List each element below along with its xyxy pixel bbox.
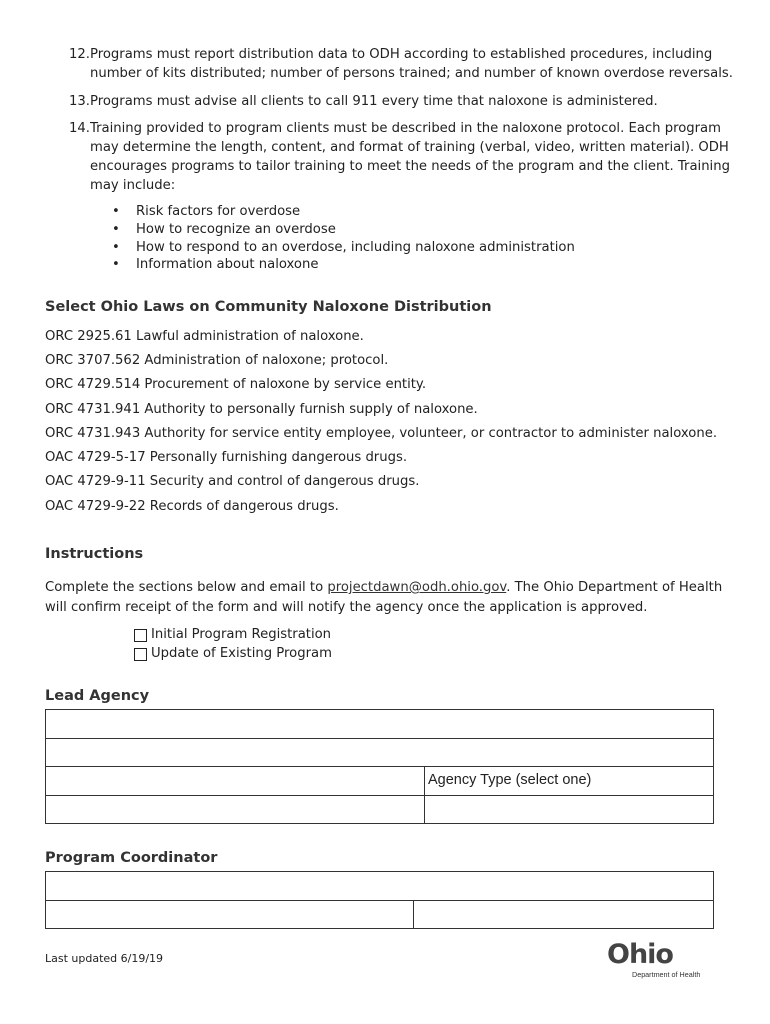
requirement-14 — [66, 119, 736, 195]
agency-address-field[interactable] — [46, 739, 713, 766]
checkbox-label: Update of Existing Program — [151, 646, 332, 661]
update-program-checkbox[interactable] — [134, 648, 147, 661]
training-topics-list — [112, 203, 575, 274]
law-item: ORC 4731.941 Authority to personally furnish supply of naloxone. — [45, 402, 478, 417]
table-row — [46, 872, 713, 901]
requirement-number: 12. — [69, 47, 90, 62]
agency-field[interactable] — [46, 796, 425, 823]
list-item: • Information about naloxone — [112, 256, 575, 274]
program-coordinator-table — [45, 871, 714, 929]
laws-heading: Select Ohio Laws on Community Naloxone Distribution — [45, 299, 492, 315]
update-program-option[interactable] — [134, 645, 332, 663]
table-row — [46, 901, 713, 928]
program-coordinator-heading: Program Coordinator — [45, 850, 218, 866]
initial-registration-checkbox[interactable] — [134, 629, 147, 642]
lead-agency-table — [45, 709, 714, 824]
law-item: OAC 4729-9-11 Security and control of dangerous drugs. — [45, 474, 420, 489]
list-item: • How to respond to an overdose, including naloxone administration — [112, 239, 575, 257]
requirement-text: Programs must report distribution data to ODH according to established procedures, including number of kits distributed; number of persons trained; and number of known overdose reversals. — [90, 47, 733, 81]
requirement-number: 13. — [69, 94, 90, 109]
agency-field[interactable] — [46, 767, 425, 795]
lead-agency-heading: Lead Agency — [45, 688, 150, 704]
table-row — [46, 739, 713, 767]
table-row — [46, 767, 713, 796]
table-row — [46, 710, 713, 739]
requirement-13 — [66, 92, 736, 111]
logo-subtitle: Department of Health — [632, 970, 701, 979]
law-item: ORC 4731.943 Authority for service entity employee, volunteer, or contractor to administer naloxone. — [45, 426, 718, 441]
law-item: ORC 3707.562 Administration of naloxone; protocol. — [45, 353, 389, 368]
agency-type-label: Agency Type (select one) — [428, 772, 592, 788]
law-item: OAC 4729-9-22 Records of dangerous drugs. — [45, 499, 339, 514]
ohio-department-of-health-logo — [607, 940, 707, 982]
coordinator-name-field[interactable] — [46, 872, 713, 900]
initial-registration-option[interactable] — [134, 626, 331, 644]
logo-wordmark: Ohio — [607, 939, 673, 970]
instructions-heading: Instructions — [45, 546, 144, 562]
requirement-12 — [66, 45, 736, 83]
list-item: • How to recognize an overdose — [112, 221, 575, 239]
agency-name-field[interactable] — [46, 710, 713, 738]
table-row — [46, 796, 713, 823]
instructions-text-after: . The Ohio Department of Health will confirm receipt of the form and will notify the agency once the application is approved. — [45, 580, 723, 615]
law-item: OAC 4729-5-17 Personally furnishing dangerous drugs. — [45, 450, 408, 465]
email-link[interactable]: projectdawn@odh.ohio.gov — [327, 580, 507, 595]
coordinator-field[interactable] — [46, 901, 414, 928]
list-item: • Risk factors for overdose — [112, 203, 575, 221]
instructions-text — [45, 578, 735, 617]
requirement-text: Programs must advise all clients to call 911 every time that naloxone is administered. — [90, 94, 658, 109]
last-updated-text: Last updated 6/19/19 — [45, 952, 164, 965]
instructions-text-before: Complete the sections below and email to — [45, 580, 328, 595]
coordinator-field[interactable] — [414, 901, 713, 928]
law-item: ORC 2925.61 Lawful administration of naloxone. — [45, 329, 364, 344]
checkbox-label: Initial Program Registration — [151, 627, 332, 642]
agency-type-select[interactable] — [425, 796, 713, 823]
law-item: ORC 4729.514 Procurement of naloxone by service entity. — [45, 377, 427, 392]
requirement-text: Training provided to program clients must be described in the naloxone protocol. Each program may determine the length, content, and format of training (verbal, video, written material). ODH encourages programs to tailor training to meet the needs of the program and the client. Training may include: — [90, 121, 730, 193]
requirement-number: 14. — [69, 121, 90, 136]
